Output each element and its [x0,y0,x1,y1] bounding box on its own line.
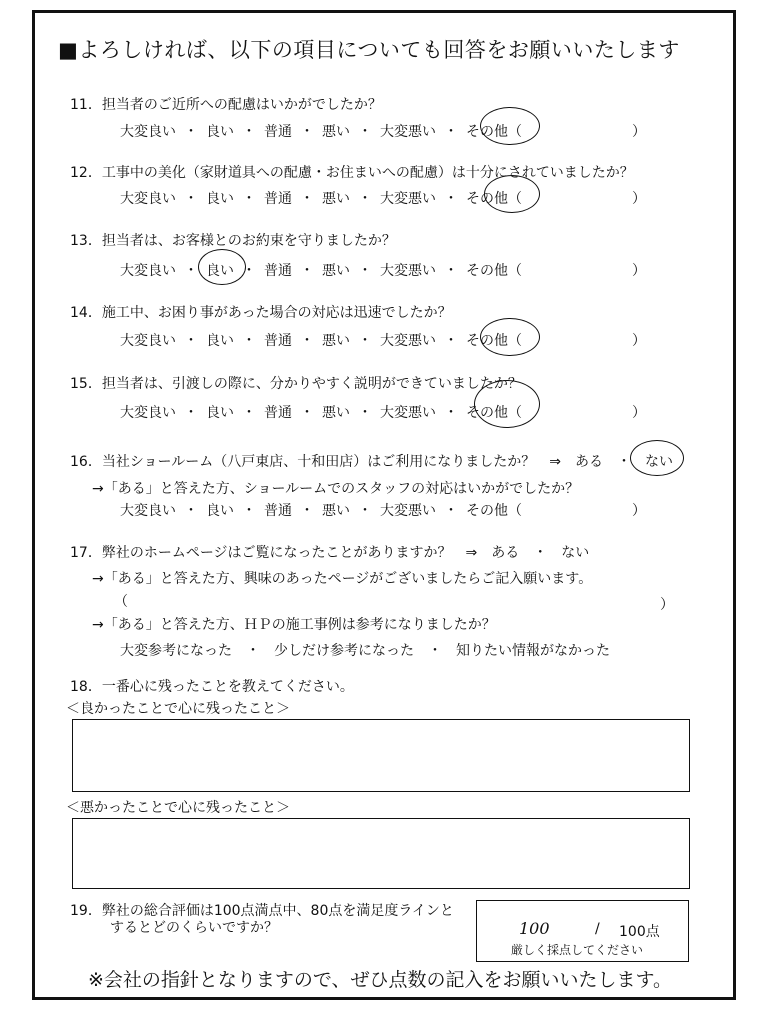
options-12: 大変良い ・ 良い ・ 普通 ・ 悪い ・ 大変悪い ・ その他（ [120,191,522,207]
option-good[interactable]: 良い [206,405,234,421]
option-good[interactable]: 良い [206,124,234,140]
option-bad[interactable]: 悪い [322,333,350,349]
question-17: 17．弊社のホームページはご覧になったことがありますか？ ⇒ ある ・ ない [70,545,590,561]
options-16: 大変良い ・ 良い ・ 普通 ・ 悪い ・ 大変悪い ・ その他（ [120,503,522,519]
option-very-bad[interactable]: 大変悪い [380,263,436,279]
selection-circle-14 [480,318,540,356]
paren-open-17: （ [114,594,128,610]
paren-close-16: ） [632,503,646,519]
option-very-good[interactable]: 大変良い [120,124,176,140]
score-slash: / [595,921,600,937]
option-normal[interactable]: 普通 [264,191,292,207]
option-other[interactable]: その他（ [466,124,522,140]
option-good[interactable]: 良い [206,333,234,349]
paren-close-14: ） [632,333,646,349]
option-very-bad[interactable]: 大変悪い [380,124,436,140]
option-other[interactable]: その他（ [466,263,522,279]
option-normal[interactable]: 普通 [264,503,292,519]
option-good[interactable]: 良い [206,191,234,207]
option-bad[interactable]: 悪い [322,124,350,140]
option-normal[interactable]: 普通 [264,405,292,421]
option-bad[interactable]: 悪い [322,503,350,519]
option-normal[interactable]: 普通 [264,263,292,279]
question-16-sub: →「ある」と答えた方、ショールームでのスタッフの対応はいかがでしたか？ [92,481,580,497]
selection-circle-12 [484,175,540,213]
paren-close-11: ） [632,124,646,140]
question-17-sub2: →「ある」と答えた方、ＨＰの施工事例は参考になりましたか？ [92,617,496,633]
score-max: 100点 [619,924,660,940]
options-11: 大変良い ・ 良い ・ 普通 ・ 悪い ・ 大変悪い ・ その他（ [120,124,522,140]
option-other[interactable]: その他（ [466,405,522,421]
question-19-line2: するとどのくらいですか？ [110,920,278,936]
option-other[interactable]: その他（ [466,503,522,519]
score-note: 厳しく採点してください [511,943,644,957]
selection-circle-16 [630,440,684,476]
selection-circle-13 [198,249,246,285]
options-15: 大変良い ・ 良い ・ 普通 ・ 悪い ・ 大変悪い ・ その他（ [120,405,522,421]
option-bad[interactable]: 悪い [322,263,350,279]
options-14: 大変良い ・ 良い ・ 普通 ・ 悪い ・ 大変悪い ・ その他（ [120,333,522,349]
option-very-good[interactable]: 大変良い [120,191,176,207]
option-very-good[interactable]: 大変良い [120,263,176,279]
question-15: 15．担当者は、引渡しの際に、分かりやすく説明ができていましたか？ [70,376,522,392]
option-very-bad[interactable]: 大変悪い [380,503,436,519]
option-normal[interactable]: 普通 [264,333,292,349]
paren-close-17: ） [660,597,674,613]
question-16: 16．当社ショールーム（八戸東店、十和田店）はご利用になりましたか？ ⇒ ある ・ ない [70,454,673,470]
selection-circle-15 [474,380,540,428]
option-very-bad[interactable]: 大変悪い [380,191,436,207]
paren-close-15: ） [632,405,646,421]
paren-close-13: ） [632,263,646,279]
question-17-sub1: →「ある」と答えた方、興味のあったページがございましたらご記入願います。 [92,571,593,587]
option-very-bad[interactable]: 大変悪い [380,333,436,349]
selection-circle-11 [480,107,540,145]
option-other[interactable]: その他（ [466,191,522,207]
options-13: 大変良い ・ 良い ・ 普通 ・ 悪い ・ 大変悪い ・ その他（ [120,263,522,279]
question-19-line1: 19．弊社の総合評価は100点満点中、80点を満足度ラインと [70,903,454,919]
score-handwritten: 100 [519,919,550,938]
option-very-good[interactable]: 大変良い [120,405,176,421]
form-header: ■よろしければ、以下の項目についても回答をお願いいたします [58,38,680,62]
question-12: 12．工事中の美化（家財道具への配慮・お住まいへの配慮）は十分にされていましたか？ [70,165,634,181]
option-bad[interactable]: 悪い [322,405,350,421]
option-other[interactable]: その他（ [466,333,522,349]
options-17: 大変参考になった ・ 少しだけ参考になった ・ 知りたい情報がなかった [120,643,610,659]
bad-memory-field[interactable] [72,818,690,889]
option-normal[interactable]: 普通 [264,124,292,140]
score-box[interactable] [476,900,689,962]
question-14: 14．施工中、お困り事があった場合の対応は迅速でしたか？ [70,305,452,321]
question-18: 18．一番心に残ったことを教えてください。 [70,679,354,695]
bad-memory-label: ＜悪かったことで心に残ったこと＞ [66,800,290,816]
option-very-good[interactable]: 大変良い [120,333,176,349]
paren-close-12: ） [632,191,646,207]
question-13: 13．担当者は、お客様とのお約束を守りましたか？ [70,233,396,249]
option-good[interactable]: 良い [206,503,234,519]
option-good[interactable]: 良い [206,263,234,279]
question-11: 11．担当者のご近所への配慮はいかがでしたか？ [70,97,382,113]
footer-note: ※会社の指針となりますので、ぜひ点数の記入をお願いいたします。 [88,969,673,991]
option-very-good[interactable]: 大変良い [120,503,176,519]
option-bad[interactable]: 悪い [322,191,350,207]
good-memory-field[interactable] [72,719,690,792]
option-very-bad[interactable]: 大変悪い [380,405,436,421]
good-memory-label: ＜良かったことで心に残ったこと＞ [66,701,290,717]
